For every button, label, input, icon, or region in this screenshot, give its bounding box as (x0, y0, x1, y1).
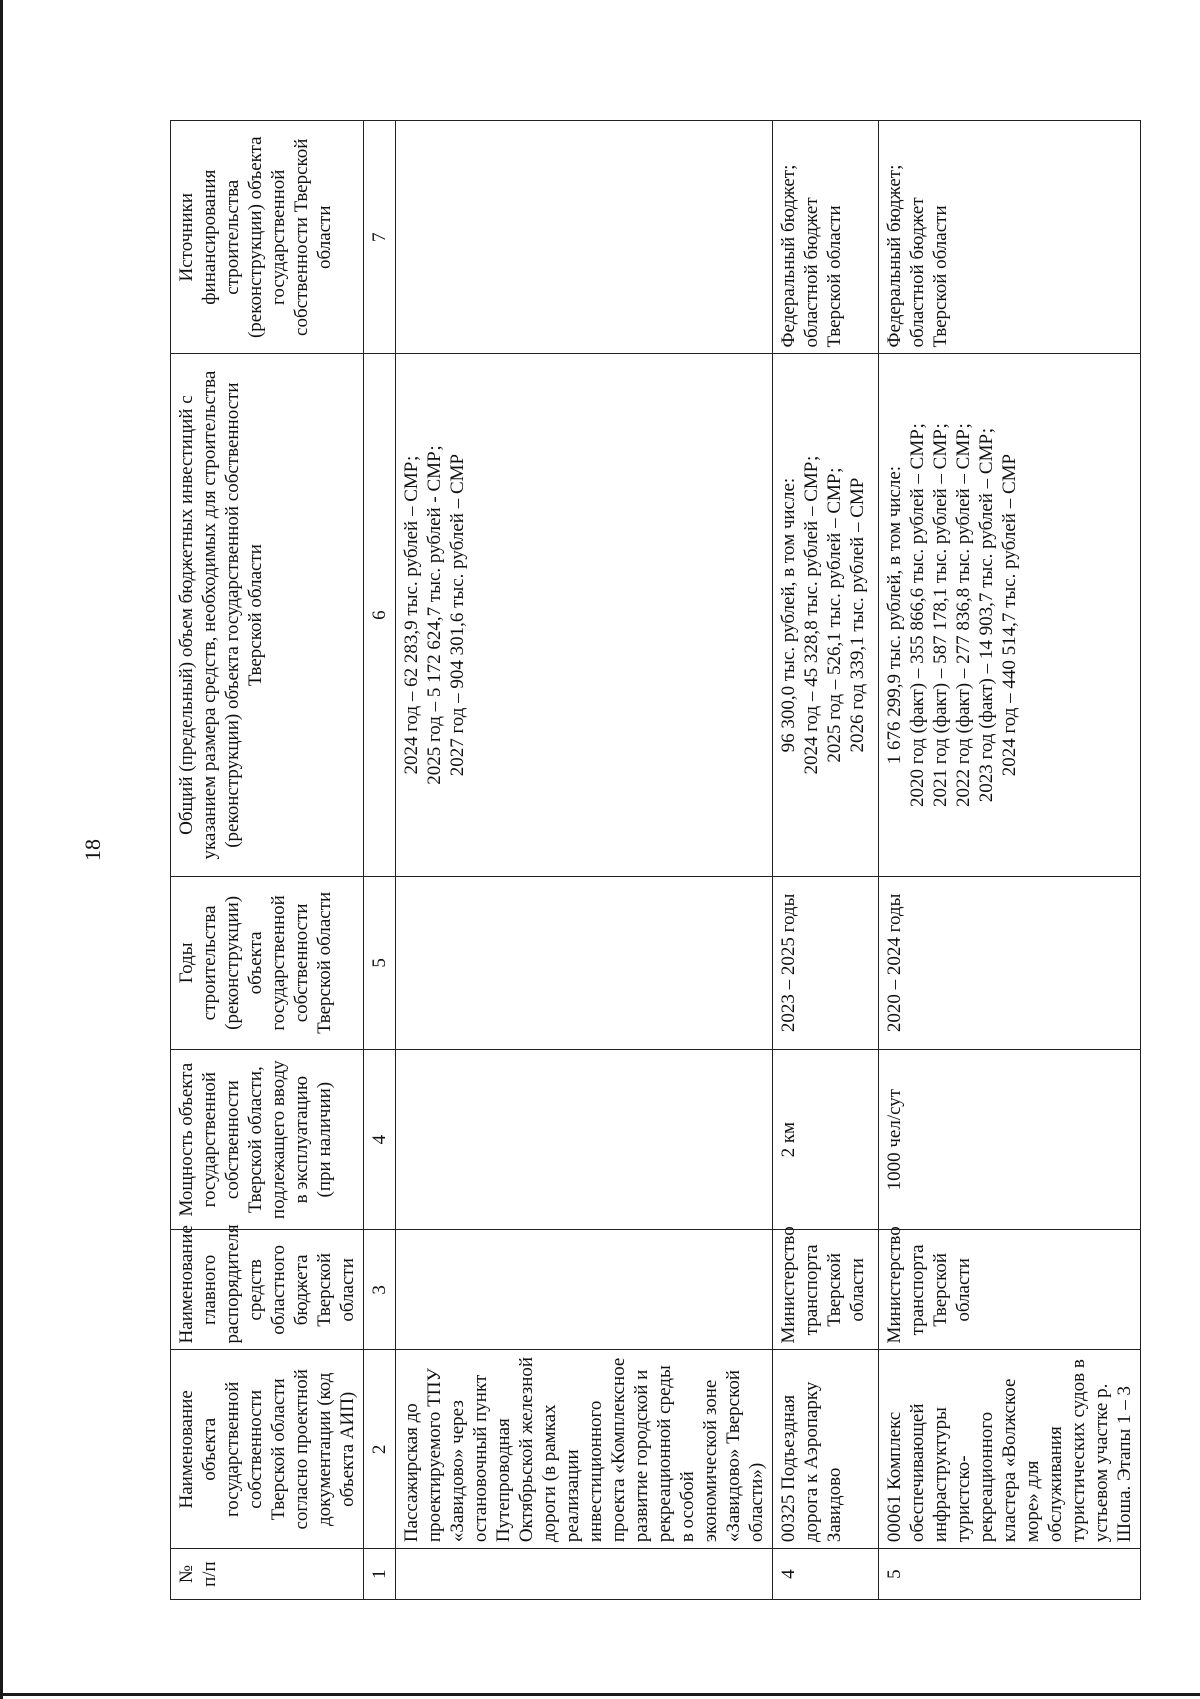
table-row (396, 121, 773, 1600)
volume-line: 2023 год (факт) – 14 903,7 тыс. рублей – СМР; (976, 427, 997, 803)
volume-line: 2027 год – 904 301,6 тыс. рублей – СМР (447, 453, 468, 777)
manager-name (396, 1230, 773, 1350)
column-number: 1 (364, 1549, 396, 1600)
object-name: 00061 Комплекс обеспечивающей инфраструктуры туристско-рекреационного кластера «Волжское море» для обслуживания туристических судов в устьевом участке р. Шоша. Этапы 1 – 3 (879, 1350, 1141, 1549)
left-edge-line (0, 0, 3, 1699)
bottom-edge-line (0, 1693, 1200, 1696)
object-name: 00325 Подъездная дорога к Аэропарку Завидово (773, 1350, 879, 1549)
object-name: Пассажирская до проектируемого ТПУ «Завидово» через остановочный пункт Путепроводная Октябрьской железной дороги (в рамках реализации инвестиционного проекта «Комплексное развитие городской и рекреационной среды в особой экономической зоне «Завидово» Тверской области») (396, 1350, 773, 1549)
volume-line: 2024 год – 45 328,8 тыс. рублей – СМР; (801, 455, 822, 775)
row-number: 4 (773, 1549, 879, 1600)
header-cell: Наименование главного распорядителя средств областного бюджета Тверской области (171, 1230, 364, 1350)
construction-years: 2020 – 2024 годы (879, 876, 1141, 1049)
funding-sources: Федеральный бюджет; областной бюджет Тверской области (773, 121, 879, 354)
header-cell: Годы строительства (реконструкции) объекта государственной собственности Тверской области (171, 876, 364, 1049)
table-row (879, 121, 1141, 1600)
investment-volume (773, 354, 879, 876)
column-number: 5 (364, 876, 396, 1049)
volume-line: 2022 год (факт) – 277 836,8 тыс. рублей – СМР; (953, 423, 974, 807)
header-cell: № п/п (171, 1549, 364, 1600)
capacity (396, 1050, 773, 1230)
column-number-row (364, 121, 396, 1600)
construction-years: 2023 – 2025 годы (773, 876, 879, 1049)
column-number: 2 (364, 1350, 396, 1549)
column-number: 3 (364, 1230, 396, 1350)
manager-name: Министерство транспорта Тверской области (879, 1230, 1141, 1350)
volume-line: 2024 год – 440 514,7 тыс. рублей – СМР (999, 453, 1020, 777)
column-number: 7 (364, 121, 396, 354)
volume-line: 2026 год 339,1 тыс. рублей – СМР (847, 477, 868, 753)
volume-line: 2021 год (факт) – 587 178,1 тыс. рублей – СМР; (930, 423, 951, 807)
header-row (171, 121, 364, 1600)
volume-line: 2024 год – 62 283,9 тыс. рублей – СМР; (401, 455, 422, 775)
table-row (773, 121, 879, 1600)
funding-sources: Федеральный бюджет; областной бюджет Тверской области (879, 121, 1141, 354)
investment-table (170, 120, 1141, 1600)
row-number (396, 1549, 773, 1600)
investment-volume (396, 354, 773, 876)
header-cell: Наименование объекта государственной собственности Тверской области согласно проектной документации (код объекта АИП) (171, 1350, 364, 1549)
header-cell: Общий (предельный) объем бюджетных инвестиций с указанием размера средств, необходимых для строительства (реконструкции) объекта государственной собственности Тверской области (171, 354, 364, 876)
volume-line: 2025 год – 5 172 624,7 тыс. рублей - СМР; (424, 445, 445, 785)
volume-line: 96 300,0 тыс. рублей, в том числе: (778, 477, 799, 753)
investment-volume (879, 354, 1141, 876)
construction-years (396, 876, 773, 1049)
rotated-page (80, 60, 1135, 1640)
capacity: 2 км (773, 1050, 879, 1230)
column-number: 6 (364, 354, 396, 876)
header-cell: Мощность объекта государственной собственности Тверской области, подлежащего вводу в эксплуатацию (при наличии) (171, 1050, 364, 1230)
volume-line: 1 676 299,9 тыс. рублей, в том числе: (884, 465, 905, 765)
row-number: 5 (879, 1549, 1141, 1600)
volume-line: 2025 год – 526,1 тыс. рублей – СМР; (824, 467, 845, 763)
manager-name: Министерство транспорта Тверской области (773, 1230, 879, 1350)
funding-sources (396, 121, 773, 354)
capacity: 1000 чел/сут (879, 1050, 1141, 1230)
page-number: 18 (80, 839, 105, 861)
header-cell: Источники финансирования строительства (реконструкции) объекта государственной собственности Тверской области (171, 121, 364, 354)
volume-line: 2020 год (факт) – 355 866,6 тыс. рублей – СМР; (907, 423, 928, 807)
column-number: 4 (364, 1050, 396, 1230)
